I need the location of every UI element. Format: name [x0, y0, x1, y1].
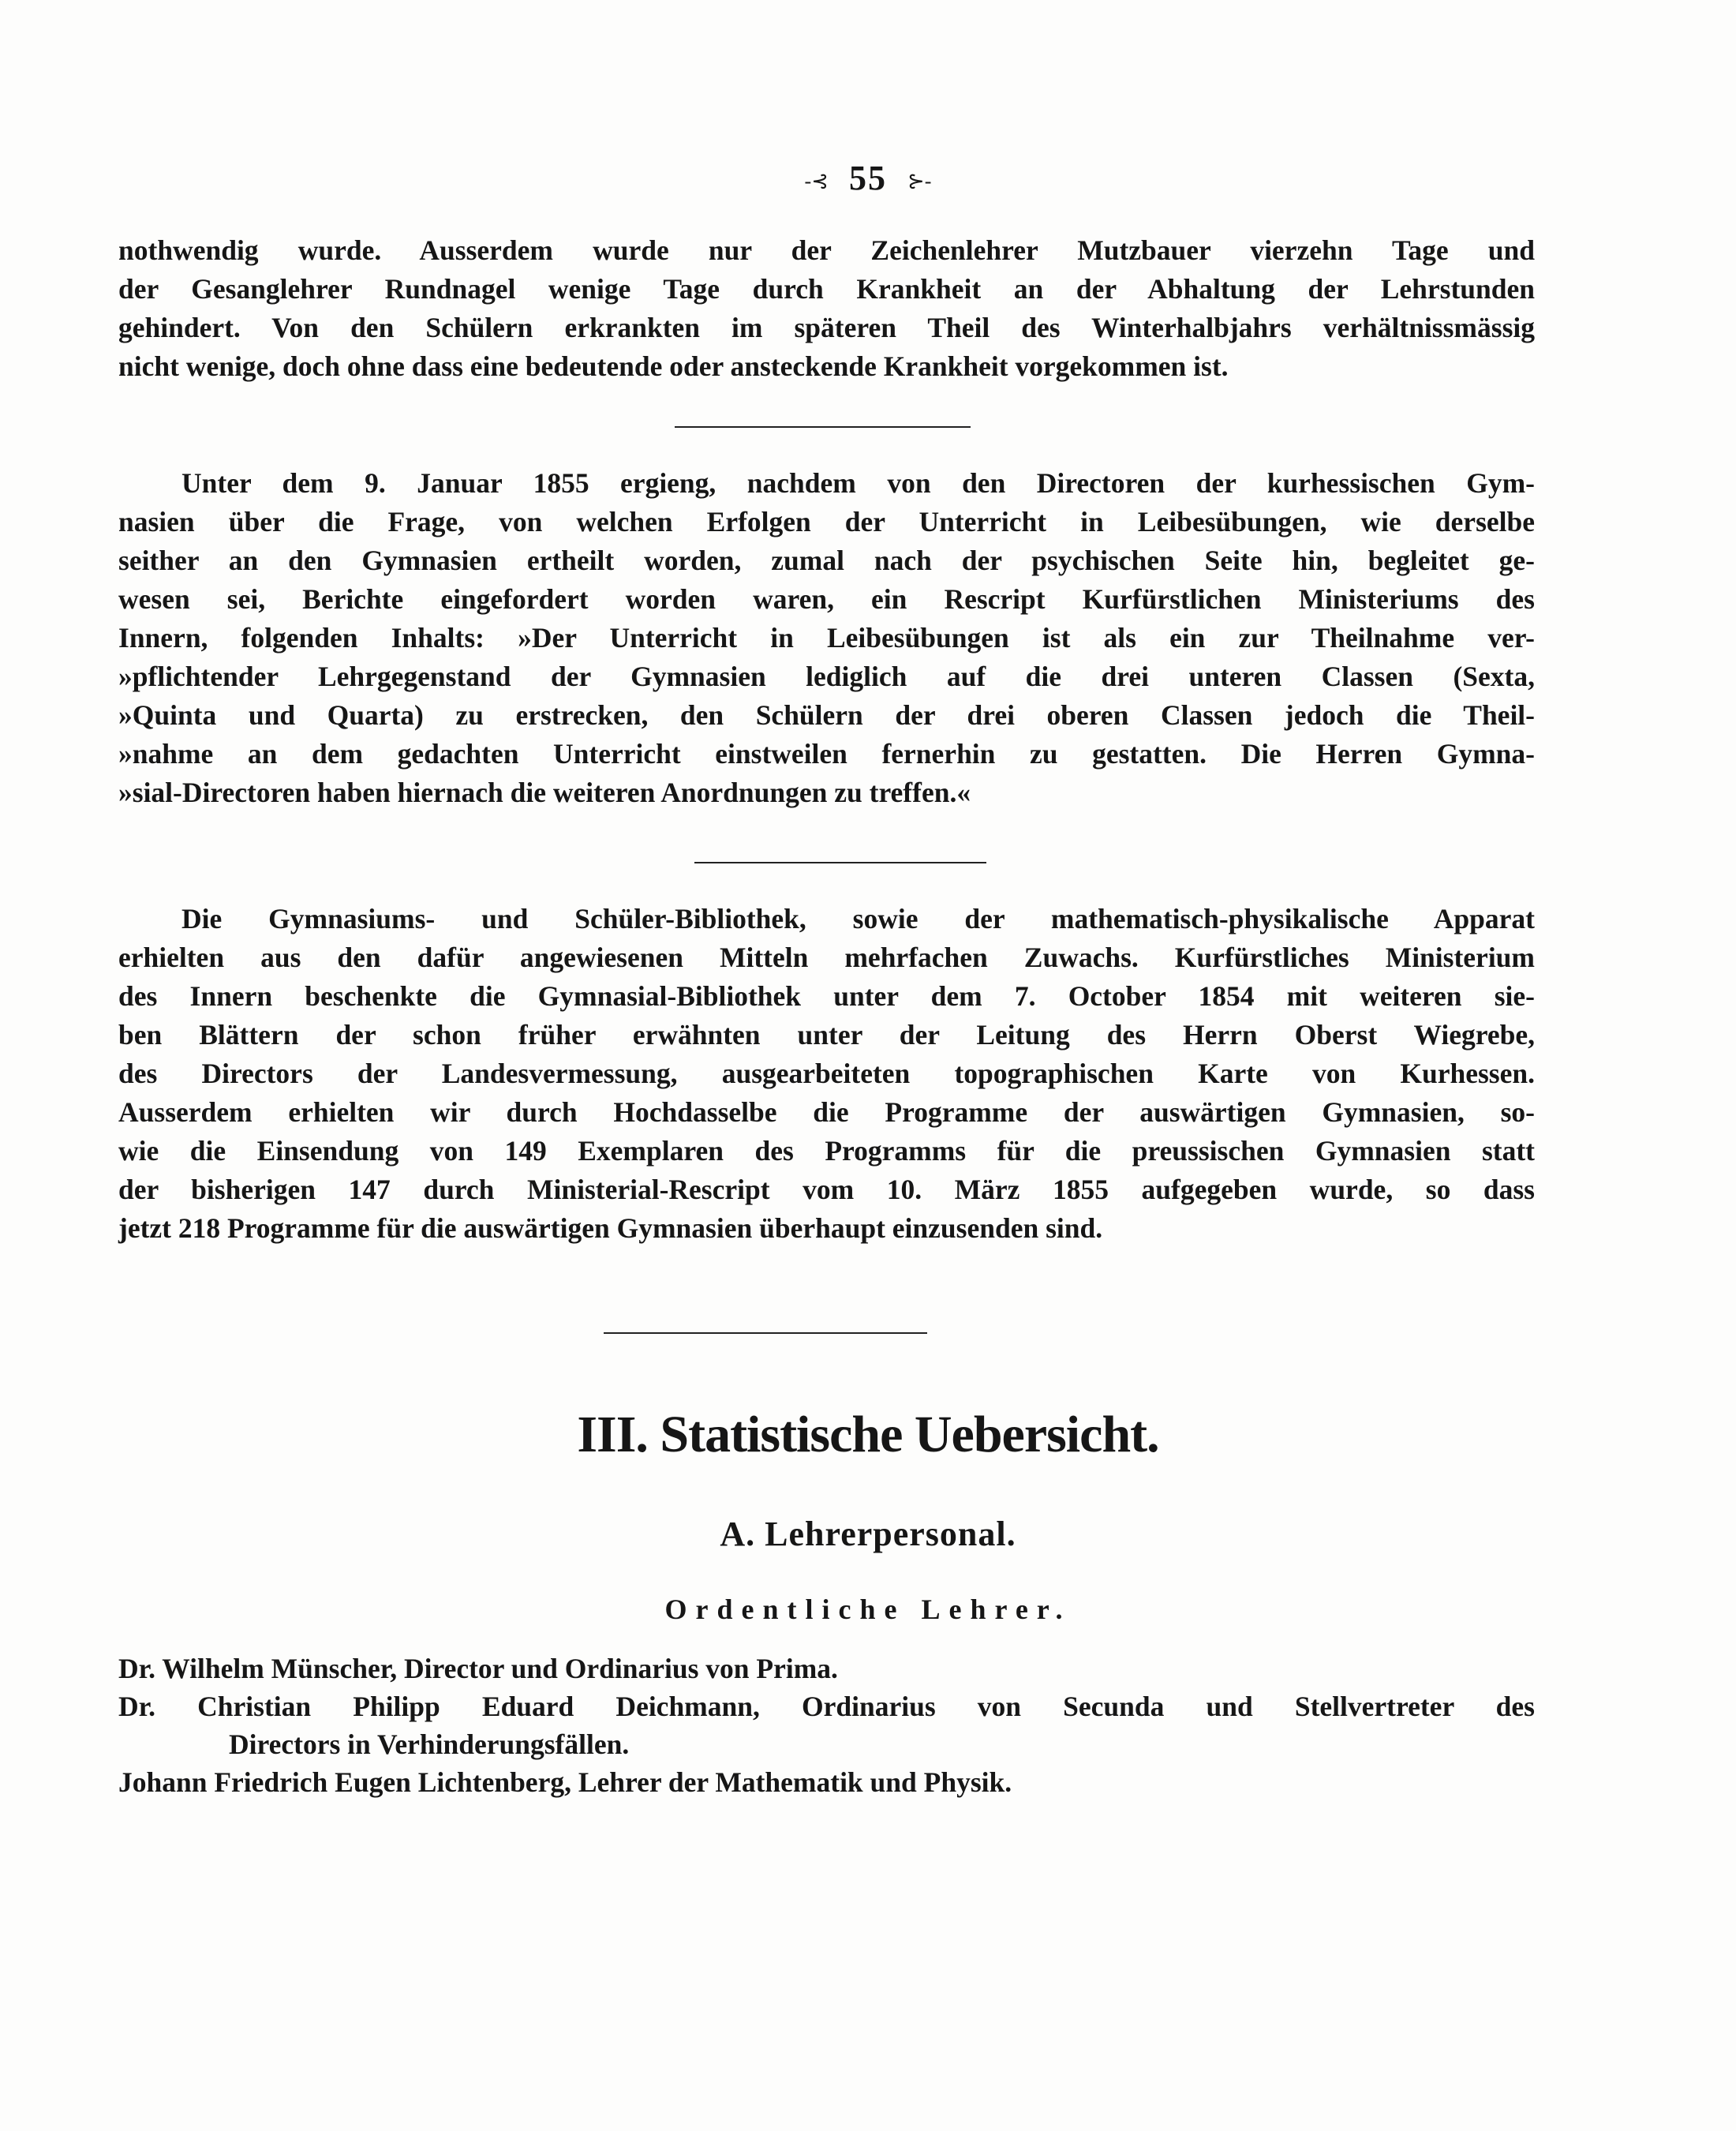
- subsection-label: A. Lehrerpersonal.: [720, 1515, 1016, 1553]
- text-line: Innern, folgenden Inhalts: »Der Unterricht in Leibesübungen ist als ein zur Theilnahme ver-: [118, 622, 1535, 654]
- text-line: Die Gymnasiums- und Schüler-Bibliothek, sowie der mathematisch-physikalische Apparat: [181, 903, 1535, 934]
- paragraph-library: [118, 900, 1535, 1248]
- subsection-title: [0, 1514, 1736, 1554]
- text-line: gehindert. Von den Schülern erkrankten im späteren Theil des Winterhalbjahrs verhältnissmässig: [118, 312, 1535, 343]
- ornament-right-icon: ⊱-: [907, 169, 932, 193]
- text-line: »pflichtender Lehrgegenstand der Gymnasien lediglich auf die drei unteren Classen (Sexta,: [118, 661, 1535, 692]
- text-line: der Gesanglehrer Rundnagel wenige Tage durch Krankheit an der Abhaltung der Lehrstunden: [118, 273, 1535, 305]
- text-line: nasien über die Frage, von welchen Erfolgen der Unterricht in Leibesübungen, wie derselbe: [118, 506, 1535, 537]
- section-divider: [675, 426, 971, 428]
- text-line: »Quinta und Quarta) zu erstrecken, den Schülern der drei oberen Classen jedoch die Theil-: [118, 699, 1535, 731]
- text-line: Unter dem 9. Januar 1855 ergieng, nachdem von den Directoren der kurhessischen Gym-: [181, 467, 1535, 499]
- section-divider: [604, 1332, 927, 1334]
- page-number-header: [0, 158, 1736, 198]
- page-number: 55: [849, 159, 887, 197]
- teacher-list: [118, 1650, 1535, 1801]
- teacher-entry-continuation: Directors in Verhinderungsfällen.: [229, 1728, 630, 1760]
- text-line: »nahme an dem gedachten Unterricht einstweilen fernerhin zu gestatten. Die Herren Gymna-: [118, 738, 1535, 770]
- text-line: jetzt 218 Programme für die auswärtigen Gymnasien überhaupt einzusenden sind.: [118, 1212, 1103, 1244]
- teacher-entry: Dr. Christian Philipp Eduard Deichmann, Ordinarius von Secunda und Stellvertreter des: [118, 1691, 1535, 1722]
- section-title: III. Statistische Uebersicht.: [577, 1406, 1159, 1463]
- text-line: »sial-Directoren haben hiernach die weiteren Anordnungen zu treffen.«: [118, 777, 971, 808]
- text-line: der bisherigen 147 durch Ministerial-Rescript vom 10. März 1855 aufgegeben wurde, so dass: [118, 1174, 1535, 1205]
- subheading-ordentliche-lehrer: Ordentliche Lehrer.: [664, 1594, 1072, 1625]
- teacher-entry: Johann Friedrich Eugen Lichtenberg, Lehrer der Mathematik und Physik.: [118, 1766, 1012, 1798]
- paragraph-illness: [118, 231, 1535, 386]
- text-line: wesen sei, Berichte eingefordert worden waren, ein Rescript Kurfürstlichen Ministeriums des: [118, 583, 1535, 615]
- text-line: erhielten aus den dafür angewiesenen Mitteln mehrfachen Zuwachs. Kurfürstliches Ministerium: [118, 942, 1535, 973]
- text-line: Ausserdem erhielten wir durch Hochdasselbe die Programme der auswärtigen Gymnasien, so-: [118, 1096, 1535, 1128]
- section-divider: [694, 862, 986, 863]
- paragraph-rescript: [118, 464, 1535, 812]
- text-line: des Innern beschenkte die Gymnasial-Bibliothek unter dem 7. October 1854 mit weiteren sie-: [118, 980, 1535, 1012]
- ornament-left-icon: -⊰: [804, 169, 829, 193]
- teacher-entry: Dr. Wilhelm Münscher, Director und Ordinarius von Prima.: [118, 1653, 838, 1684]
- text-line: des Directors der Landesvermessung, ausgearbeiteten topographischen Karte von Kurhessen.: [118, 1058, 1535, 1089]
- text-line: seither an den Gymnasien ertheilt worden, zumal nach der psychischen Seite hin, begleitet ge-: [118, 545, 1535, 576]
- text-line: nicht wenige, doch ohne dass eine bedeutende oder ansteckende Krankheit vorgekommen ist.: [118, 350, 1229, 382]
- text-line: nothwendig wurde. Ausserdem wurde nur der Zeichenlehrer Mutzbauer vierzehn Tage und: [118, 234, 1535, 266]
- text-line: ben Blättern der schon früher erwähnten unter der Leitung des Herrn Oberst Wiegrebe,: [118, 1019, 1535, 1051]
- text-line: wie die Einsendung von 149 Exemplaren des Programms für die preussischen Gymnasien statt: [118, 1135, 1535, 1167]
